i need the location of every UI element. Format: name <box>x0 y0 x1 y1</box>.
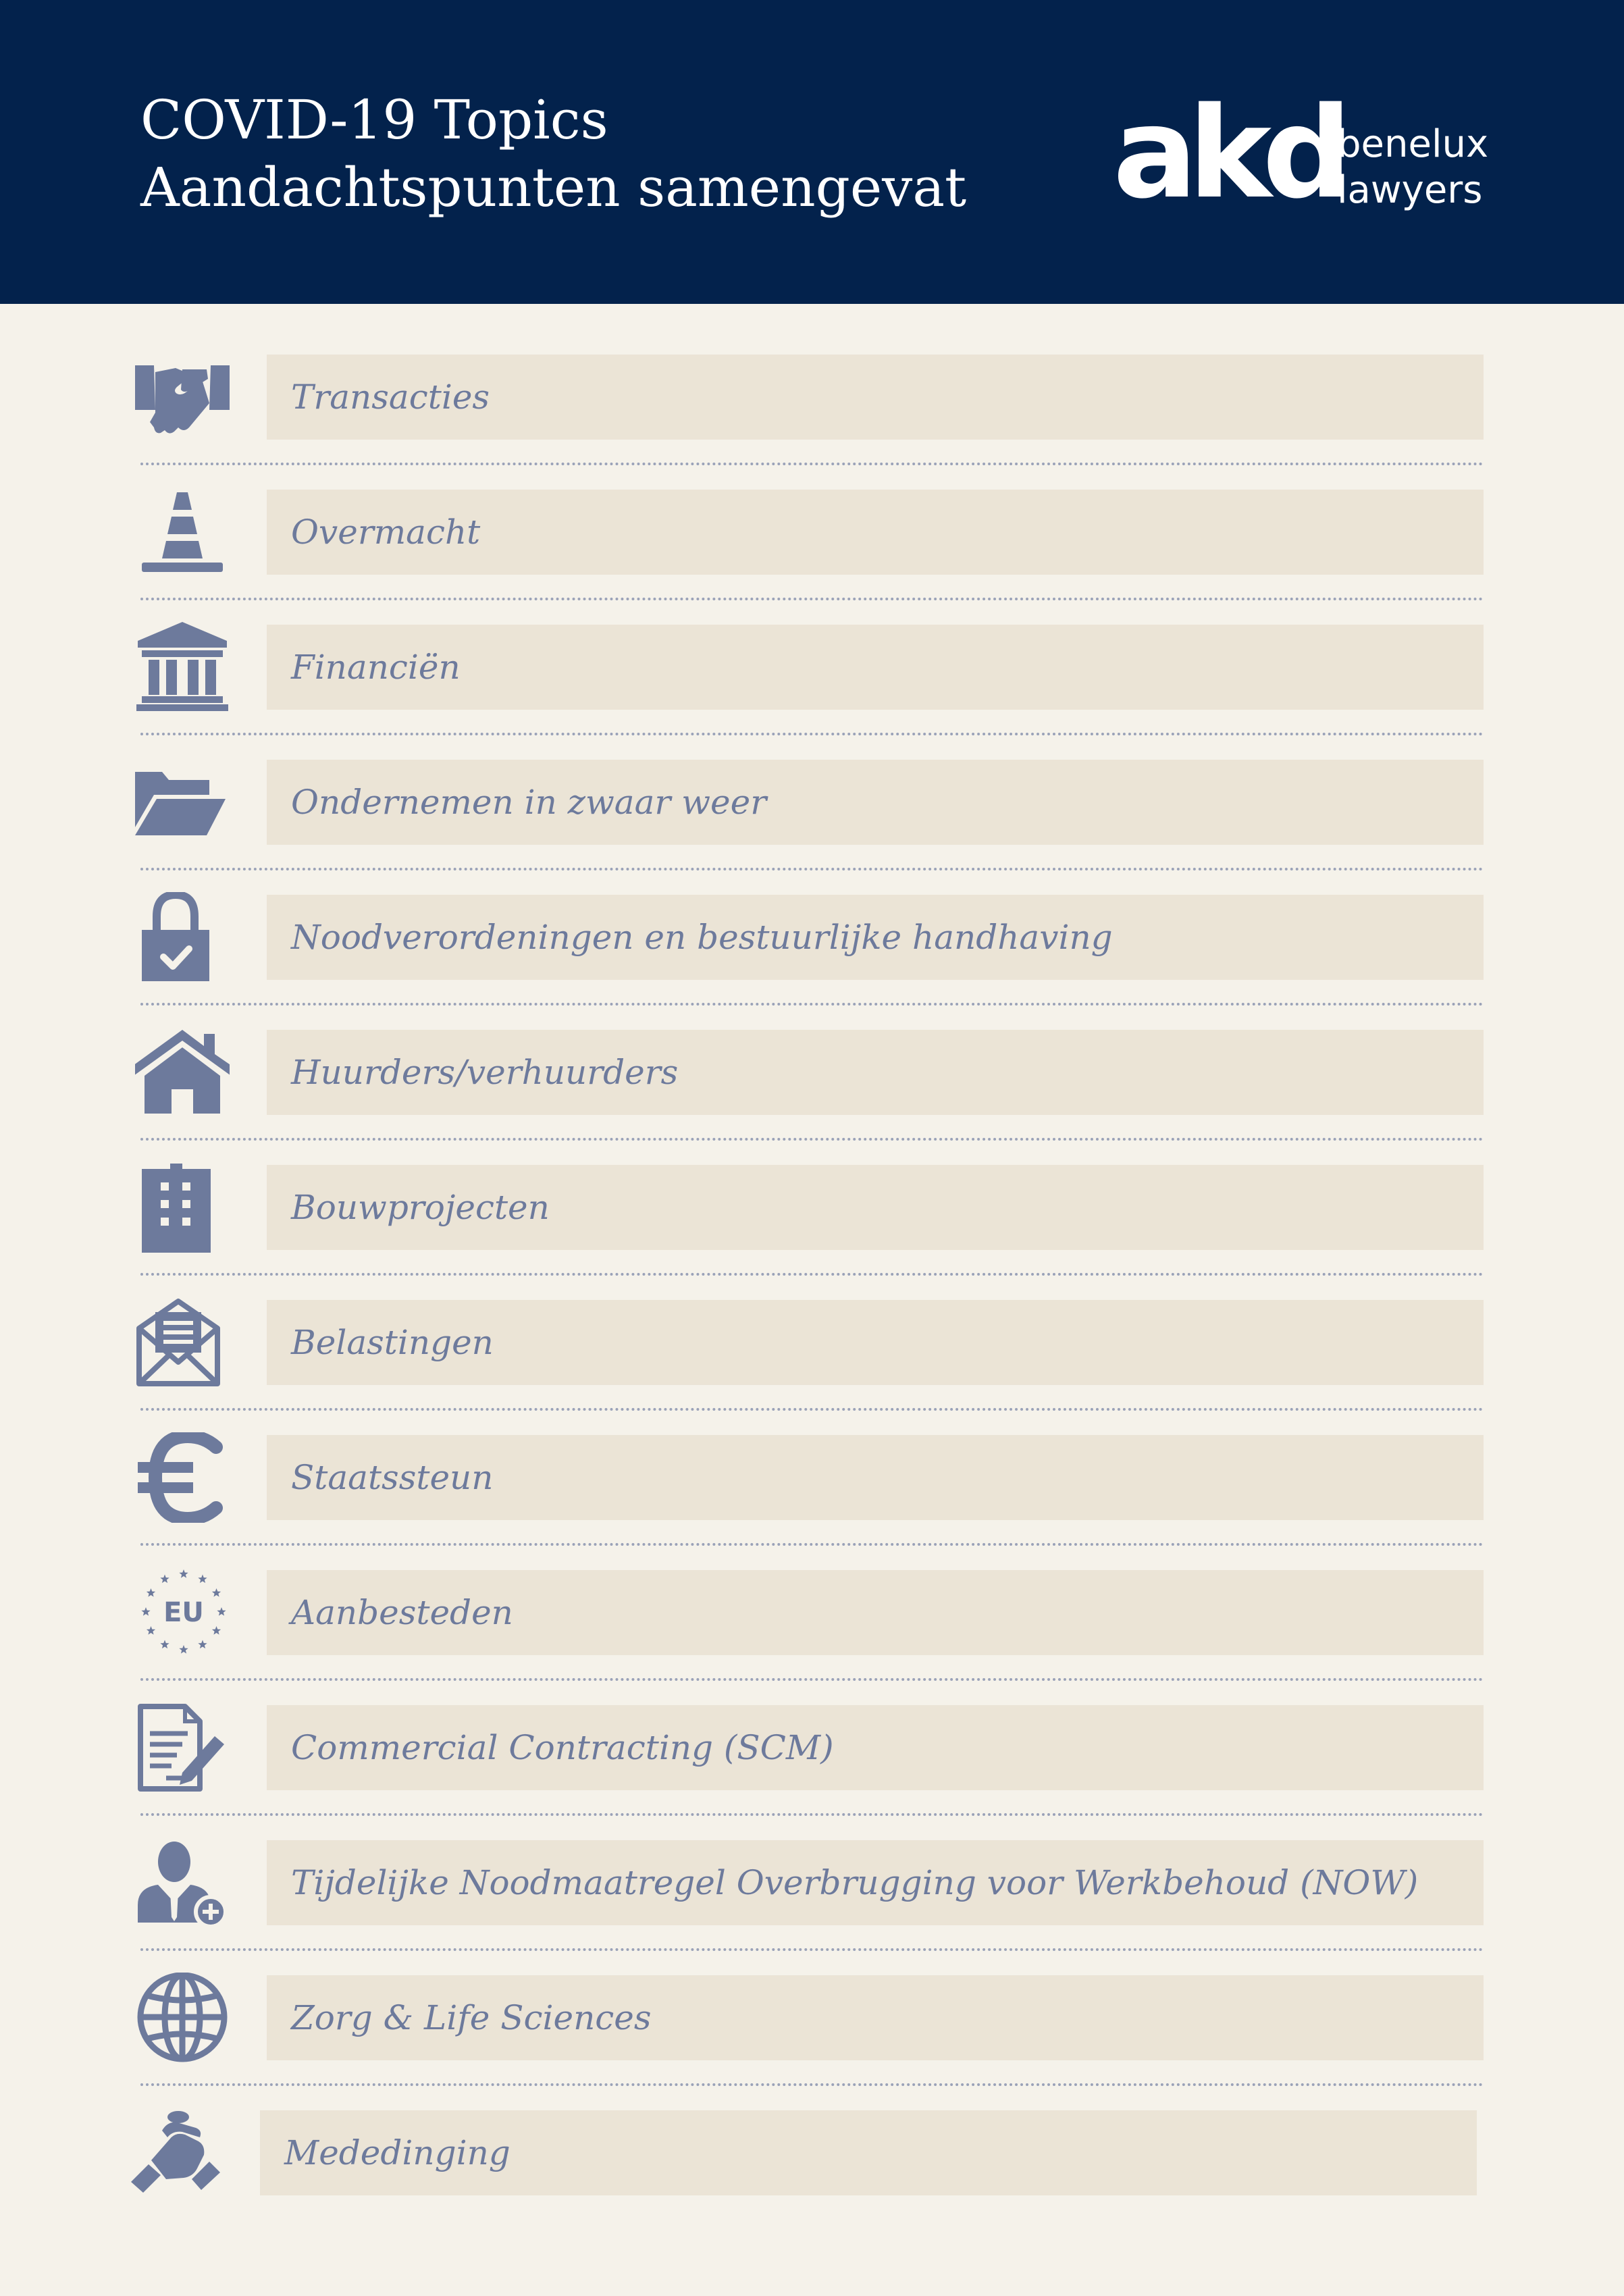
title-line-1: COVID-19 Topics <box>140 88 608 151</box>
row-divider <box>140 1948 1484 1951</box>
bank-icon <box>135 622 230 712</box>
topic-row[interactable] <box>0 760 1624 845</box>
topic-row[interactable] <box>0 1840 1624 1925</box>
topic-label: Bouwprojecten <box>291 1188 550 1227</box>
eu-star <box>217 1607 226 1616</box>
row-divider <box>140 1138 1484 1141</box>
topic-bar[interactable] <box>267 1030 1484 1115</box>
topic-bar[interactable] <box>267 490 1484 575</box>
topic-label: Transacties <box>291 377 490 417</box>
topic-row[interactable] <box>0 355 1624 440</box>
hands-shake-icon <box>128 2108 223 2198</box>
row-divider <box>140 1273 1484 1276</box>
topic-row[interactable] <box>0 625 1624 710</box>
euro-icon <box>135 1432 230 1523</box>
row-divider <box>140 1003 1484 1006</box>
topic-bar[interactable] <box>267 355 1484 440</box>
eu-star <box>212 1588 221 1597</box>
row-divider <box>140 733 1484 735</box>
topic-label: Staatssteun <box>291 1458 494 1497</box>
eu-icon-text: EU <box>163 1597 204 1628</box>
topic-bar[interactable] <box>267 625 1484 710</box>
topic-label: Overmacht <box>291 513 481 552</box>
topic-row[interactable] <box>0 1300 1624 1385</box>
document-pen-icon <box>135 1702 230 1793</box>
row-divider <box>140 1813 1484 1816</box>
eu-stars-icon <box>135 1567 230 1658</box>
row-divider <box>140 868 1484 870</box>
topic-bar[interactable] <box>267 1570 1484 1655</box>
topic-label: Commercial Contracting (SCM) <box>291 1728 834 1767</box>
topic-label: Ondernemen in zwaar weer <box>291 783 767 822</box>
topic-bar[interactable] <box>267 1300 1484 1385</box>
topic-label: Belastingen <box>291 1323 494 1362</box>
handshake-icon <box>135 352 230 442</box>
topic-row[interactable] <box>0 1570 1624 1655</box>
logo-mark: akd <box>1113 80 1343 226</box>
topic-label: Mededinging <box>284 2133 510 2172</box>
title-line-2: Aandachtspunten samengevat <box>140 156 967 219</box>
topic-bar[interactable] <box>267 1705 1484 1790</box>
topic-bar[interactable] <box>267 760 1484 845</box>
eu-star <box>179 1569 188 1578</box>
building-icon <box>135 1162 230 1253</box>
user-add-icon <box>135 1837 230 1928</box>
topic-bar[interactable] <box>267 1165 1484 1250</box>
topic-label: Zorg & Life Sciences <box>291 1998 652 2037</box>
eu-star <box>212 1626 221 1635</box>
row-divider <box>140 1543 1484 1546</box>
envelope-letter-icon <box>135 1297 230 1388</box>
topic-row[interactable] <box>0 1435 1624 1520</box>
topic-row[interactable] <box>0 1705 1624 1790</box>
eu-star <box>198 1575 207 1584</box>
eu-star <box>147 1588 155 1597</box>
topic-bar[interactable] <box>267 1975 1484 2060</box>
folder-open-icon <box>135 757 230 847</box>
eu-star <box>179 1645 188 1654</box>
topic-label: Tijdelijke Noodmaatregel Overbrugging voor Werkbehoud (NOW) <box>291 1863 1419 1902</box>
topic-row[interactable] <box>0 1030 1624 1115</box>
topic-bar[interactable] <box>267 1435 1484 1520</box>
eu-star <box>198 1640 207 1649</box>
row-divider <box>140 463 1484 465</box>
row-divider <box>140 1408 1484 1411</box>
topic-row[interactable] <box>0 490 1624 575</box>
topic-bar[interactable] <box>260 2110 1477 2195</box>
topic-bar[interactable] <box>267 1840 1484 1925</box>
eu-star <box>160 1640 169 1649</box>
logo-line-2: lawyers <box>1337 168 1483 212</box>
topic-label: Aanbesteden <box>291 1593 513 1632</box>
topic-bar[interactable] <box>267 895 1484 980</box>
house-icon <box>135 1027 230 1118</box>
row-divider <box>140 598 1484 600</box>
topic-row[interactable] <box>0 1165 1624 1250</box>
logo-line-1: benelux <box>1337 122 1489 166</box>
topic-row[interactable] <box>0 1975 1624 2060</box>
traffic-cone-icon <box>135 487 230 577</box>
topic-label: Financiën <box>291 648 461 687</box>
topic-row[interactable] <box>0 895 1624 980</box>
eu-star <box>141 1607 150 1616</box>
topic-row[interactable] <box>0 2110 1624 2195</box>
row-divider <box>140 2083 1484 2086</box>
eu-star <box>160 1575 169 1584</box>
eu-star <box>147 1626 155 1635</box>
topic-label: Noodverordeningen en bestuurlijke handhaving <box>291 918 1113 957</box>
globe-icon <box>135 1973 230 2063</box>
padlock-check-icon <box>135 892 230 983</box>
row-divider <box>140 1678 1484 1681</box>
topic-label: Huurders/verhuurders <box>291 1053 679 1092</box>
